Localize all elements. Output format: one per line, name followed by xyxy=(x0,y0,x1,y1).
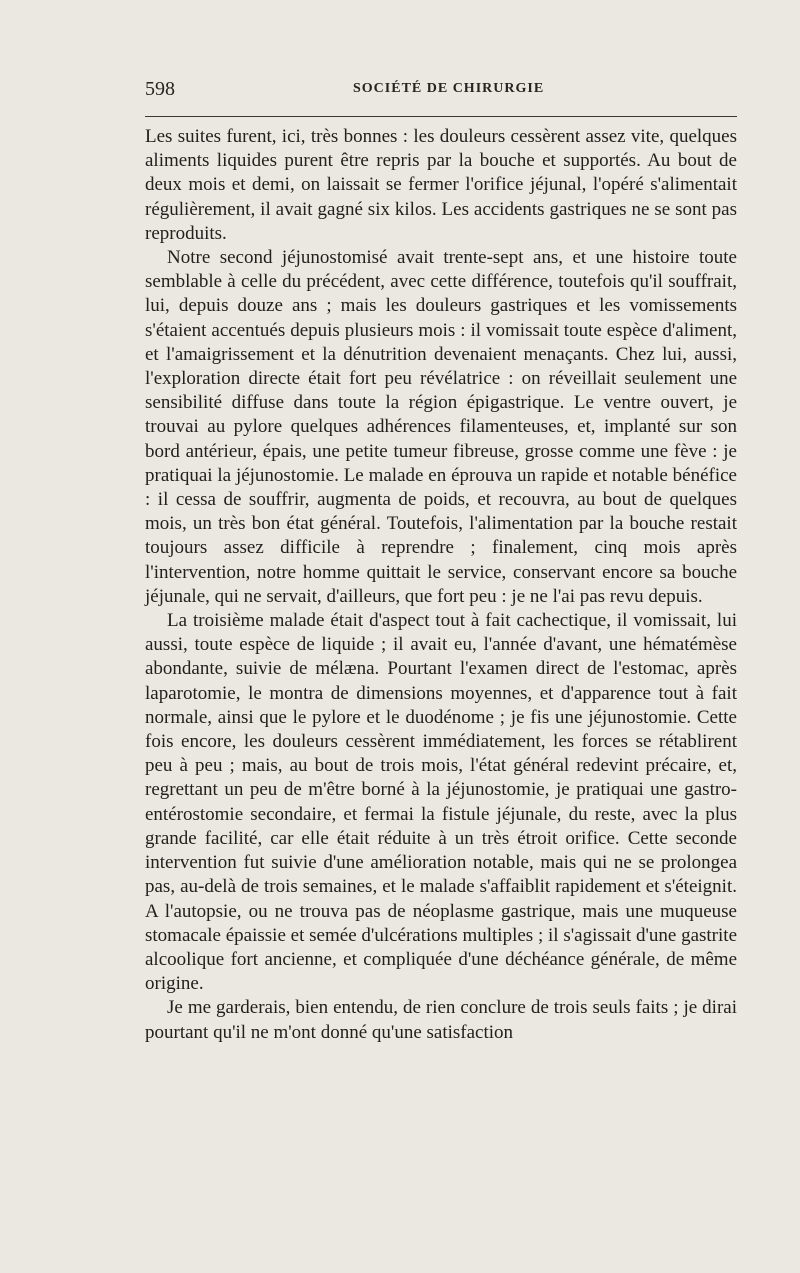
paragraph-4: Je me garderais, bien entendu, de rien conclure de trois seuls faits ; je dirai pourtant qu'il ne m'ont donné qu'une satisfaction xyxy=(145,997,737,1043)
paragraph-3: La troisième malade était d'aspect tout à fait cachectique, il vomissait, lui aussi, toute espèce de liquide ; il avait eu, l'année d'avant, une hématémèse abondante, suivie de mélæna. Pourtant l'examen direct de l'estomac, après laparotomie, le montra de dimensions moyennes, et d'apparence tout à fait normale, ainsi que le pylore et le duodénome ; je fis une jéjunostomie. Cette fois encore, les douleurs cessèrent immédiatement, les forces se rétablirent peu à peu ; mais, au bout de trois mois, l'état général redevint précaire, et, regrettant un peu de m'être borné à la jéjunostomie, je pratiquai une gastro-entérostomie secondaire, et fermai la fistule jéjunale, du reste, avec la plus grande facilité, car elle était réduite à un très étroit orifice. Cette seconde intervention fut suivie d'une amélioration notable, mais qui ne se prolongea pas, au-delà de trois semaines, et le malade s'affaiblit rapidement et s'éteignit. A l'autopsie, ou ne trouva pas de néoplasme gastrique, mais une muqueuse stomacale épaissie et semée d'ulcérations multiples ; il s'agissait d'une gastrite alcoolique fort ancienne, et compliquée d'une déchéance générale, de même origine. xyxy=(145,610,737,995)
page-header xyxy=(145,78,737,100)
body-text xyxy=(145,125,737,1045)
paragraph-1: Les suites furent, ici, très bonnes : les douleurs cessèrent assez vite, quelques aliments liquides purent être repris par la bouche et supportés. Au bout de deux mois et demi, on laissait se fermer l'orifice jéjunal, l'opéré s'alimentait régulièrement, il avait gagné six kilos. Les accidents gastriques ne se sont pas reproduits. xyxy=(145,126,737,244)
running-head: SOCIÉTÉ DE CHIRURGIE xyxy=(353,81,545,96)
paragraph-2: Notre second jéjunostomisé avait trente-sept ans, et une histoire toute semblable à celle du précédent, avec cette différence, toutefois qu'il souffrait, lui, depuis douze ans ; mais les douleurs gastriques et les vomissements s'étaient accentués depuis plusieurs mois : il vomissait toute espèce d'aliment, et l'amaigrissement et la dénutrition devenaient menaçants. Chez lui, aussi, l'exploration directe était fort peu révélatrice : on réveillait seulement une sensibilité diffuse dans toute la région épigastrique. Le ventre ouvert, je trouvai au pylore quelques adhérences filamenteuses, et, implanté sur son bord antérieur, épais, une petite tumeur fibreuse, grosse comme une fève : je pratiquai la jéjunostomie. Le malade en éprouva un rapide et notable bénéfice : il cessa de souffrir, augmenta de poids, et recouvra, au bout de quelques mois, un très bon état général. Toutefois, l'alimentation par la bouche restait toujours assez difficile à reprendre ; finalement, cinq mois après l'intervention, notre homme quittait le service, conservant encore sa bouche jéjunale, qui ne servait, d'ailleurs, que fort peu : je ne l'ai pas revu depuis. xyxy=(145,247,737,607)
page-number: 598 xyxy=(145,78,175,100)
header-rule xyxy=(145,116,737,117)
